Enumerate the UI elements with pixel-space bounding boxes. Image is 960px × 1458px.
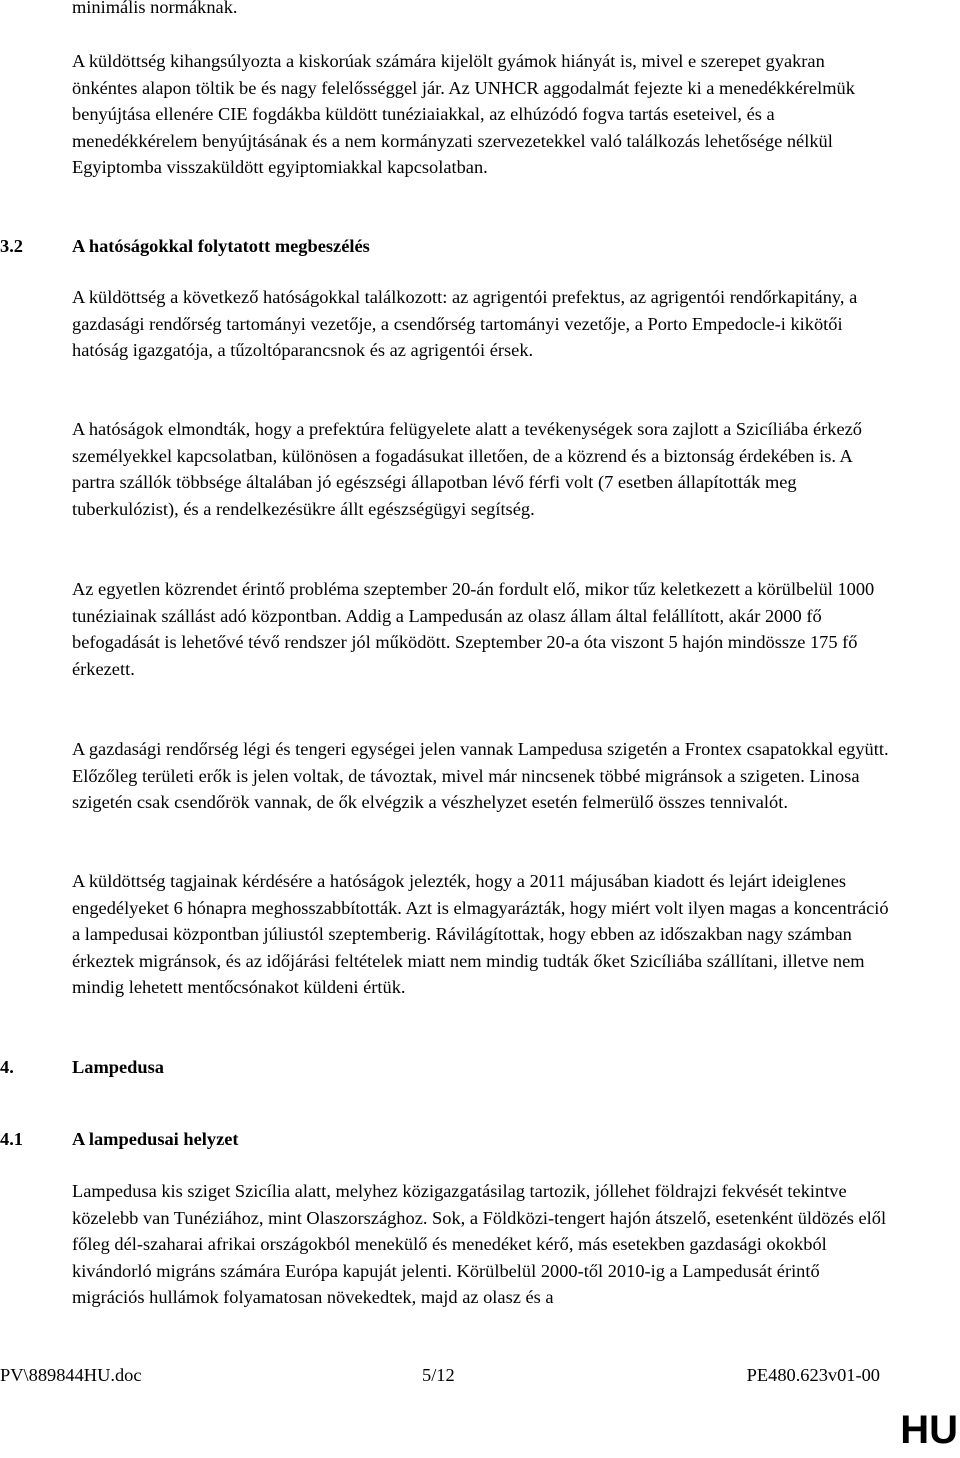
paragraph-lampedusa: Lampedusa kis sziget Szicília alatt, melyhez közigazgatásilag tartozik, jóllehet földrajzi fekvését tekintve közelebb van Tunéziához, mint Olaszországhoz. Sok, a Földközi-tengert hajón átszelő, esetenként üldözés elől főleg dél-szaharai afrikai országokból menekülő és menedéket kérő, más esetekben gazdasági okokból kivándorló migráns számára Európa kapuját jelenti. Körülbelül 2000-től 2010-ig a Lampedusát érintő migrációs hullámok folyamatosan növekedtek, majd az olasz és a xyxy=(72,1181,887,1308)
section-title: A hatóságokkal folytatott megbeszélés xyxy=(72,236,370,256)
paragraph-guardians: A küldöttség kihangsúlyozta a kiskorúak számára kijelölt gyámok hiányát is, mivel e szerepet gyakran önkéntes alapon töltik be és nagy felelősséggel jár. Az UNHCR aggodalmát fejezte ki a menedékkérelmük benyújtása ellenére CIE fogdákba küldött tunéziaiakkal, az elhúzódó fogva tartás eseteivel, és a menedékkérelem benyújtásának és a nem kormányzati szervezetekkel való találkozás lehetősége nélkül Egyiptomba visszaküldött egyiptomiakkal kapcsolatban. xyxy=(72,51,855,178)
paragraph-authorities-met: A küldöttség a következő hatóságokkal találkozott: az agrigentói prefektus, az agrigentói rendőrkapitány, a gazdasági rendőrség tartományi vezetője, a csendőrség tartományi vezetője, a Porto Empedocle-i kikötői hatóság igazgatója, a tűzoltóparancsnok és az agrigentói érsek. xyxy=(72,287,858,361)
language-code: HU xyxy=(900,1408,958,1452)
section-number: 4. xyxy=(0,1057,14,1077)
section-number: 3.2 xyxy=(0,236,23,256)
section-title: A lampedusai helyzet xyxy=(72,1129,239,1149)
section-number: 4.1 xyxy=(0,1129,23,1149)
paragraph-permits: A küldöttség tagjainak kérdésére a hatóságok jelezték, hogy a 2011 májusában kiadott és lejárt ideiglenes engedélyeket 6 hónapra meghosszabbították. Azt is elmagyarázták, hogy miért volt ilyen magas a koncentráció a lampedusai központban júliustól szeptemberig. Rávilágítottak, hogy ebben az időszakban nagy számban érkeztek migránsok, és az időjárási feltételek miatt nem mindig tudták őket Szicíliába szállítani, illetve nem mindig lehetett mentőcsónakot küldeni értük. xyxy=(72,871,889,998)
paragraph-fire-incident: Az egyetlen közrendet érintő probléma szeptember 20-án fordult elő, mikor tűz keletkezett a körülbelül 1000 tunéziainak szállást adó központban. Addig a Lampedusán az olasz állam által felállított, akár 2000 fő befogadását is lehetővé tévő rendszer jól működött. Szeptember 20-a óta viszont 5 hajón mindössze 175 fő érkezett. xyxy=(72,579,875,679)
footer-page-number: 5/12 xyxy=(422,1365,455,1385)
paragraph-continuation: minimális normáknak. xyxy=(72,0,238,17)
paragraph-finance-police: A gazdasági rendőrség légi és tengeri egységei jelen vannak Lampedusa szigetén a Frontex csapatokkal együtt. Előzőleg területi erők is jelen voltak, de távoztak, mivel már nincsenek többé migránsok a szigeten. Linosa szigetén csak csendőrök vannak, de ők elvégzik a vészhelyzet esetén felmerülő összes tennivalót. xyxy=(72,739,889,813)
footer-doc-ref: PV\889844HU.doc xyxy=(0,1365,142,1385)
footer-version: PE480.623v01-00 xyxy=(746,1365,880,1385)
paragraph-prefecture: A hatóságok elmondták, hogy a prefektúra felügyelete alatt a tevékenységek sora zajlott a Szicíliába érkező személyekkel kapcsolatban, különösen a fogadásukat illetően, de a közrend és a biztonság érdekében is. A partra szállók többsége általában jó egészségi állapotban lévő férfi volt (7 esetben állapították meg tuberkulózist), és a rendelkezésükre állt egészségügyi segítség. xyxy=(72,419,862,519)
section-title: Lampedusa xyxy=(72,1057,164,1077)
